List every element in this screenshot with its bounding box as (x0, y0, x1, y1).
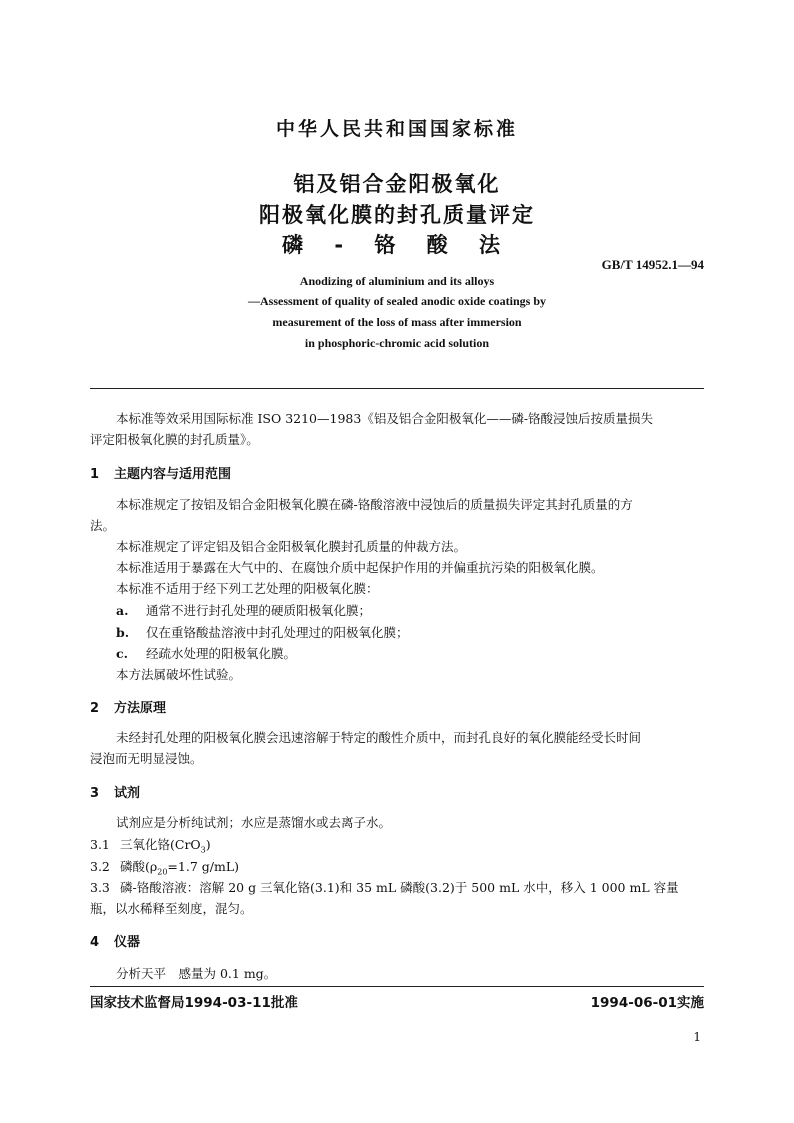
header-divider (90, 388, 704, 389)
section-1-paragraph-2: 本标准规定了评定铝及铝合金阳极氧化膜封孔质量的仲裁方法。 (116, 539, 467, 554)
section-3-title: 试剂 (114, 786, 141, 801)
list-item (116, 600, 371, 621)
title-line-1: 铝及铝合金阳极氧化 (293, 172, 501, 196)
section-1-paragraph-3: 本标准适用于暴露在大气中的、在腐蚀介质中起保护作用的并偏重抗污染的阳极氧化膜。 (116, 560, 604, 575)
section-3-3 (90, 877, 704, 919)
section-3-heading (90, 782, 140, 801)
section-3-paragraph-1: 试剂应是分析纯试剂；水应是蒸馏水或去离子水。 (116, 815, 392, 830)
section-1-heading (90, 463, 231, 482)
list-item-mark: b. (116, 625, 130, 640)
section-3-2-tail: =1.7 g/mL) (167, 859, 239, 874)
section-1-number: 1 (90, 467, 100, 482)
intro-paragraph (90, 408, 704, 450)
section-4-paragraph-1: 分析天平 感量为 0.1 mg。 (116, 966, 277, 981)
approval-line: 国家技术监督局1994-03-11批准 (90, 995, 298, 1011)
standard-number: GB/T 14952.1—94 (601, 257, 704, 272)
section-1-paragraph-5: 本方法属破坏性试验。 (116, 667, 242, 682)
section-3-1-number: 3.1 (90, 837, 110, 852)
section-3-number: 3 (90, 786, 100, 801)
section-4-heading (90, 931, 140, 950)
english-title-line-3: measurement of the loss of mass after immersion (272, 315, 522, 329)
list-item (116, 622, 409, 643)
english-title-line-2: —Assessment of quality of sealed anodic oxide coatings by (247, 294, 546, 308)
title-line-3: 磷 - 铬 酸 法 (282, 233, 512, 257)
section-4-number: 4 (90, 935, 100, 950)
section-2-heading (90, 697, 166, 716)
section-3-1-subscript: 3 (200, 845, 206, 855)
section-1-title: 主题内容与适用范围 (114, 467, 232, 482)
section-2-paragraph-1 (90, 727, 704, 769)
section-1-p1-line-2: 法。 (90, 518, 116, 533)
section-3-1-text: 三氧化铬(CrO (120, 837, 201, 852)
english-title-line-1: Anodizing of aluminium and its alloys (299, 274, 495, 288)
list-item (116, 643, 296, 664)
section-3-3-line-1: 磷-铬酸溶液：溶解 20 g 三氧化铬(3.1)和 35 mL 磷酸(3.2)于 500 mL 水中，移入 1 000 mL 容量 (120, 880, 679, 895)
national-standard-label: 中华人民共和国国家标准 (275, 118, 518, 140)
section-3-2-text: 磷酸(ρ (120, 859, 158, 874)
intro-line-1: 本标准等效采用国际标准 ISO 3210—1983《铝及铝合金阳极氧化——磷-铬酸浸蚀后按质量损失 (116, 411, 654, 426)
english-title-line-4: in phosphoric-chromic acid solution (304, 336, 490, 350)
implementation-line: 1994-06-01实施 (590, 995, 704, 1011)
title-line-2: 阳极氧化膜的封孔质量评定 (259, 203, 535, 227)
section-3-1-tail: ) (205, 837, 211, 852)
section-1-paragraph-1 (90, 494, 704, 536)
section-3-2-number: 3.2 (90, 859, 110, 874)
section-2-title: 方法原理 (114, 701, 167, 716)
list-item-mark: c. (116, 646, 128, 661)
section-4-title: 仪器 (114, 935, 141, 950)
list-item-mark: a. (116, 603, 129, 618)
footer-divider (90, 986, 704, 987)
section-1-paragraph-4: 本标准不适用于经下列工艺处理的阳极氧化膜： (116, 581, 379, 596)
intro-line-2: 评定阳极氧化膜的封孔质量》。 (90, 432, 259, 447)
section-2-p1-line-2: 浸泡而无明显浸蚀。 (90, 751, 203, 766)
section-2-number: 2 (90, 701, 100, 716)
section-3-2-subscript: 20 (157, 867, 168, 877)
section-3-3-number: 3.3 (90, 880, 110, 895)
list-item-text: 通常不进行封孔处理的硬质阳极氧化膜； (146, 603, 372, 618)
list-item-text: 仅在重铬酸盐溶液中封孔处理过的阳极氧化膜； (146, 625, 409, 640)
section-3-3-line-2: 瓶，以水稀释至刻度，混匀。 (90, 901, 253, 916)
section-2-p1-line-1: 未经封孔处理的阳极氧化膜会迅速溶解于特定的酸性介质中，而封孔良好的氧化膜能经受长时间 (116, 730, 642, 745)
page-number: 1 (693, 1030, 701, 1044)
list-item-text: 经疏水处理的阳极氧化膜。 (146, 646, 297, 661)
section-1-p1-line-1: 本标准规定了按铝及铝合金阳极氧化膜在磷-铬酸溶液中浸蚀后的质量损失评定其封孔质量的方 (116, 497, 633, 512)
